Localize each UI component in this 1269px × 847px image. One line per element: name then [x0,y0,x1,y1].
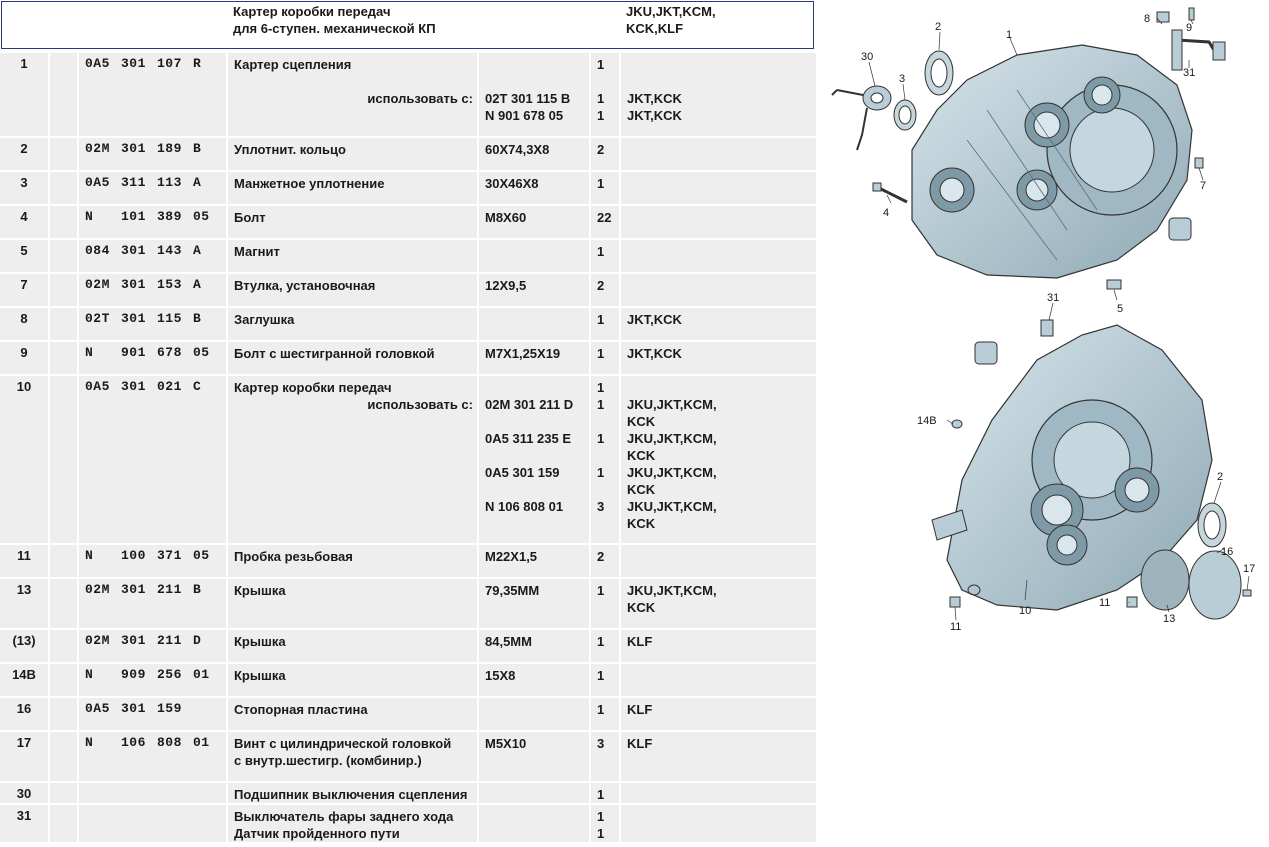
callout-31-bottom: 31 [1047,292,1060,304]
dowel-7 [1195,158,1203,168]
part-name-line: Заглушка [234,312,295,327]
part-name-line: Крышка [234,634,286,649]
part-spec: 12X9,5 [478,273,590,307]
applicable-models: JKU,JKT,KCM, KCK [620,578,817,629]
position-number: 4 [0,205,49,239]
part-spec: 60X74,3X8 [478,137,590,171]
callout-9: 9 [1186,22,1193,34]
applicable-models [620,137,817,171]
header-models: JKU,JKT,KCM, KCK,KLF [626,4,716,36]
part-spec: M5X10 [478,731,590,782]
part-spec: 02M 301 211 D 0A5 311 235 E 0A5 301 159 N 106 808 01 [478,375,590,544]
part-number-suffix: 05 [193,209,210,224]
part-name [227,171,478,205]
applicable-models [620,804,817,843]
applicable-models [620,205,817,239]
part-number [78,171,227,205]
spacer-cell [49,697,78,731]
part-number-suffix: A [193,277,202,292]
screw-17 [1243,590,1251,596]
part-number-index: 021 [157,379,182,394]
part-number-main: 901 [121,345,146,360]
part-name-line: с внутр.шестигр. (комбинир.) [234,753,422,768]
applicable-models [620,239,817,273]
table-row [0,578,817,629]
part-number [78,663,227,697]
part-number-prefix: 02T [85,311,110,326]
position-number: 13 [0,578,49,629]
quantity: 1 [590,307,620,341]
part-name [227,137,478,171]
callout-8: 8 [1144,13,1151,25]
part-number-prefix: 0A5 [85,379,110,394]
applicable-models: JKT,KCK JKT,KCK [620,53,817,137]
part-number [78,375,227,544]
quantity: 1 1 [590,804,620,843]
part-number-prefix: 084 [85,243,110,258]
quantity: 2 [590,544,620,578]
table-row [0,544,817,578]
part-number-suffix: A [193,175,202,190]
quantity: 1 [590,782,620,804]
part-spec [478,782,590,804]
part-number [78,804,227,843]
header-title: Картер коробки передач для 6-ступен. механической КП [233,4,436,36]
part-number-suffix: B [193,582,202,597]
part-name-line: использовать с: [367,91,473,106]
part-number-suffix: B [193,311,202,326]
position-number: 3 [0,171,49,205]
part-spec: 84,5MM [478,629,590,663]
callout-11-left: 11 [950,621,962,633]
part-number-suffix: R [193,56,202,71]
applicable-models: KLF [620,629,817,663]
part-name-line [234,73,477,90]
applicable-models: JKT,KCK [620,307,817,341]
part-name [227,273,478,307]
part-number-suffix: A [193,243,202,258]
quantity: 1 1 1 [590,53,620,137]
table-row [0,731,817,782]
part-number-prefix: 0A5 [85,701,110,716]
spacer-cell [49,804,78,843]
sleeve [1169,218,1191,240]
position-number: 31 [0,804,49,843]
callout-5: 5 [1117,303,1124,315]
position-number: 2 [0,137,49,171]
part-number-index: 371 [157,548,182,563]
spacer-cell [49,205,78,239]
part-number-index: 153 [157,277,182,292]
table-row [0,804,817,843]
applicable-models [620,782,817,804]
part-number-prefix: N [85,735,94,750]
quantity: 3 [590,731,620,782]
part-name-line: Пробка резьбовая [234,549,353,564]
part-number-main: 301 [121,56,146,71]
table-row [0,629,817,663]
quantity: 1 [590,239,620,273]
part-number [78,782,227,804]
table-row [0,137,817,171]
callout-14b: 14B [917,415,937,427]
part-name-line: Втулка, установочная [234,278,376,293]
position-number: 30 [0,782,49,804]
spacer-cell [49,341,78,375]
part-number-prefix: 02M [85,141,110,156]
callout-2: 2 [935,21,942,33]
part-spec: M7X1,25X19 [478,341,590,375]
applicable-models: JKT,KCK [620,341,817,375]
part-number-main: 301 [121,243,146,258]
spacer-cell [49,731,78,782]
table-header [0,0,817,53]
plug-11-left [950,597,960,607]
part-spec: 15X8 [478,663,590,697]
part-number-main: 101 [121,209,146,224]
part-number-index: 113 [157,175,182,190]
cap-14b [952,420,962,428]
part-number [78,629,227,663]
spacer-cell [49,273,78,307]
callout-13: 13 [1163,613,1176,625]
quantity: 2 [590,137,620,171]
table-row [0,53,817,137]
spacer-cell [49,137,78,171]
part-number-main: 301 [121,141,146,156]
position-number: 14B [0,663,49,697]
part-number [78,697,227,731]
part-name-line: Стопорная пластина [234,702,368,717]
part-number-suffix: 01 [193,735,210,750]
part-number-prefix: N [85,345,94,360]
spacer-cell [49,578,78,629]
part-spec [478,239,590,273]
position-number: 1 [0,53,49,137]
part-name-line: Уплотнит. кольцо [234,142,346,157]
part-name-line: использовать с: [367,397,473,412]
part-name [227,731,478,782]
part-spec: 02T 301 115 B N 901 678 05 [478,53,590,137]
table-row [0,239,817,273]
part-spec [478,804,590,843]
part-number-suffix: 05 [193,548,210,563]
part-number-main: 311 [121,175,146,190]
part-name-line: Болт с шестигранной головкой [234,346,435,361]
callout-1: 1 [1006,29,1013,41]
part-number-prefix: 02M [85,633,110,648]
part-number-main: 301 [121,633,146,648]
part-spec: M8X60 [478,205,590,239]
table-row [0,205,817,239]
callout-3: 3 [899,73,906,85]
part-name [227,375,478,544]
callout-4: 4 [883,207,890,219]
part-spec: 30X46X8 [478,171,590,205]
part-name [227,239,478,273]
part-number-index: 256 [157,667,182,682]
part-number-index: 808 [157,735,182,750]
callout-10: 10 [1019,605,1032,617]
spacer-cell [49,663,78,697]
position-number: 16 [0,697,49,731]
spacer-cell [49,53,78,137]
part-number-prefix: 02M [85,277,110,292]
part-name-line: Крышка [234,668,286,683]
part-name-line: Манжетное уплотнение [234,176,385,191]
callout-7: 7 [1200,180,1207,192]
part-name [227,697,478,731]
table-row [0,171,817,205]
applicable-models [620,544,817,578]
part-number-main: 909 [121,667,146,682]
part-number [78,731,227,782]
part-name [227,53,478,137]
applicable-models: KLF [620,697,817,731]
quantity: 1 [590,663,620,697]
magnet-5 [1107,280,1121,289]
spacer-cell [49,629,78,663]
part-spec: 79,35MM [478,578,590,629]
spacer-cell [49,239,78,273]
bolt-9 [1189,8,1194,20]
release-bearing-30 [832,86,891,150]
part-spec [478,697,590,731]
applicable-models [620,171,817,205]
part-name [227,341,478,375]
part-name [227,782,478,804]
part-name [227,307,478,341]
bolt-4 [873,183,907,202]
part-number-prefix: 0A5 [85,56,110,71]
quantity: 22 [590,205,620,239]
part-number [78,137,227,171]
spacer-cell [49,307,78,341]
callout-2-bottom: 2 [1217,471,1224,483]
part-name [227,205,478,239]
part-name [227,663,478,697]
table-row [0,782,817,804]
spacer-cell [49,375,78,544]
exploded-diagram [817,0,1269,844]
position-number: 10 [0,375,49,544]
spacer-cell [49,782,78,804]
callout-30: 30 [861,51,874,63]
clutch-housing-drawing [912,45,1192,278]
position-number: 7 [0,273,49,307]
part-number-index: 107 [157,56,182,71]
quantity: 2 [590,273,620,307]
part-number-index: 159 [157,701,182,716]
part-number-main: 301 [121,311,146,326]
callout-16: 16 [1221,546,1234,558]
part-number-prefix: N [85,548,94,563]
part-number-prefix: N [85,667,94,682]
lock-plate-16 [1189,551,1241,619]
table-row [0,273,817,307]
part-number-index: 389 [157,209,182,224]
position-number: 9 [0,341,49,375]
position-number: (13) [0,629,49,663]
part-number-main: 106 [121,735,146,750]
position-number: 17 [0,731,49,782]
part-number-main: 301 [121,701,146,716]
part-name-line: Винт с цилиндрической головкой [234,736,452,751]
quantity: 1 [590,578,620,629]
table-row [0,663,817,697]
diagram-svg [817,0,1269,844]
part-number-index: 115 [157,311,182,326]
part-number-main: 301 [121,277,146,292]
part-number [78,578,227,629]
quantity: 1 [590,629,620,663]
part-number-suffix: C [193,379,202,394]
part-number-suffix: D [193,633,202,648]
spacer-cell [49,544,78,578]
cover-13 [1141,550,1189,610]
part-name-line: Датчик пройденного пути [234,826,400,841]
part-number-suffix: 01 [193,667,210,682]
position-number: 8 [0,307,49,341]
part-number [78,341,227,375]
part-number [78,205,227,239]
part-number [78,307,227,341]
part-number-prefix: 0A5 [85,175,110,190]
table-row [0,307,817,341]
callout-17: 17 [1243,563,1256,575]
spacer-cell [49,171,78,205]
part-number-index: 189 [157,141,182,156]
part-name-line: Выключатель фары заднего хода [234,809,454,824]
part-name-line: Картер сцепления [234,57,352,72]
part-name [227,629,478,663]
part-number-main: 100 [121,548,146,563]
part-name-line: Подшипник выключения сцепления [234,787,468,802]
part-number-main: 301 [121,379,146,394]
part-number-suffix: 05 [193,345,210,360]
part-spec [478,307,590,341]
part-number-index: 678 [157,345,182,360]
applicable-models: KLF [620,731,817,782]
callout-11-right: 11 [1099,597,1111,609]
position-number: 5 [0,239,49,273]
table-row [0,375,817,544]
part-number [78,53,227,137]
quantity: 1 [590,697,620,731]
sensor-31-bottom [1041,320,1053,336]
part-number [78,544,227,578]
part-name [227,578,478,629]
part-name-line: Магнит [234,244,280,259]
position-number: 11 [0,544,49,578]
part-number [78,239,227,273]
part-name [227,804,478,843]
quantity: 1 1 1 1 3 [590,375,620,544]
part-spec: M22X1,5 [478,544,590,578]
part-name-line: Картер коробки передач [234,380,392,395]
plug-11-right [1127,597,1137,607]
quantity: 1 [590,171,620,205]
part-number-index: 211 [157,582,182,597]
part-number [78,273,227,307]
table-row [0,341,817,375]
applicable-models [620,663,817,697]
part-number-prefix: 02M [85,582,110,597]
part-number-index: 143 [157,243,182,258]
applicable-models [620,273,817,307]
callout-31: 31 [1183,67,1196,79]
sensor-31-top [1172,30,1225,70]
table-row [0,697,817,731]
sleeve-bottom [975,342,997,364]
part-name-line: Крышка [234,583,286,598]
applicable-models: JKU,JKT,KCM, KCK JKU,JKT,KCM, KCK JKU,JKT,KCM, KCK JKU,JKT,KCM, KCK [620,375,817,544]
part-number-suffix: B [193,141,202,156]
part-name [227,544,478,578]
part-name-line: Болт [234,210,266,225]
part-number-main: 301 [121,582,146,597]
quantity: 1 [590,341,620,375]
part-number-index: 211 [157,633,182,648]
part-number-prefix: N [85,209,94,224]
